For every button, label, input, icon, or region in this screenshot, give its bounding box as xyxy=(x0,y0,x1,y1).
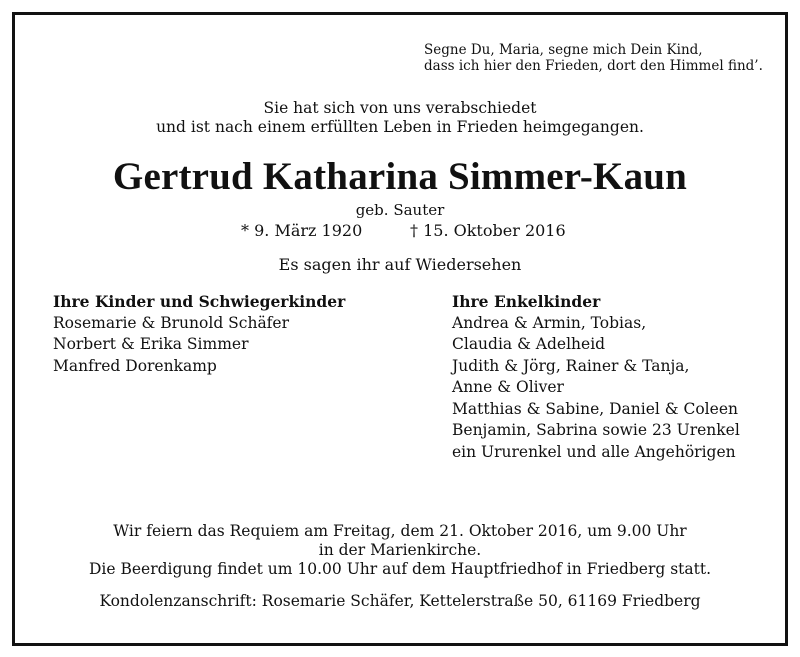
condolence-address: Kondolenzanschrift: Rosemarie Schäfer, Kettelerstraße 50, 61169 Friedberg xyxy=(99,592,701,610)
requiem-info xyxy=(0,522,800,579)
mourner-line: Manfred Dorenkamp xyxy=(53,356,217,375)
mourner-line: ein Ururenkel und alle Angehörigen xyxy=(452,442,736,461)
maiden-name: geb. Sauter xyxy=(355,201,445,219)
deceased-name: Gertrud Katharina Simmer-Kaun xyxy=(112,155,688,198)
mourner-line: Judith & Jörg, Rainer & Tanja, xyxy=(452,356,690,375)
farewell-text: Es sagen ihr auf Wiedersehen xyxy=(278,255,522,274)
birth-date: * 9. März 1920 xyxy=(241,221,363,240)
mourner-line: Benjamin, Sabrina sowie 23 Urenkel xyxy=(452,421,740,439)
motto-line: dass ich hier den Frieden, dort den Himmel find’. xyxy=(424,58,763,74)
death-date: † 15. Oktober 2016 xyxy=(410,221,566,240)
grandchildren-list xyxy=(452,291,740,463)
intro-line: Sie hat sich von uns verabschiedet xyxy=(263,99,537,117)
children-heading: Ihre Kinder und Schwiegerkinder xyxy=(53,292,346,311)
mourner-line: Norbert & Erika Simmer xyxy=(53,335,249,353)
requiem-line: Wir feiern das Requiem am Freitag, dem 21. Oktober 2016, um 9.00 Uhr xyxy=(113,522,687,540)
mourner-line: Rosemarie & Brunold Schäfer xyxy=(53,313,290,332)
grandchildren-heading: Ihre Enkelkinder xyxy=(452,292,601,311)
mourner-line: Andrea & Armin, Tobias, xyxy=(452,313,647,332)
motto-line: Segne Du, Maria, segne mich Dein Kind, xyxy=(424,42,703,58)
mourner-line: Matthias & Sabine, Daniel & Coleen xyxy=(452,399,738,418)
children-list xyxy=(53,291,345,377)
burial-line: Die Beerdigung findet um 10.00 Uhr auf dem Hauptfriedhof in Friedberg statt. xyxy=(88,560,712,578)
intro-text xyxy=(0,99,800,137)
motto-verse xyxy=(424,42,763,74)
mourner-line: Anne & Oliver xyxy=(452,378,564,396)
intro-line: und ist nach einem erfüllten Leben in Frieden heimgegangen. xyxy=(156,118,644,136)
mourner-line: Claudia & Adelheid xyxy=(452,335,606,353)
requiem-line: in der Marienkirche. xyxy=(318,541,482,559)
